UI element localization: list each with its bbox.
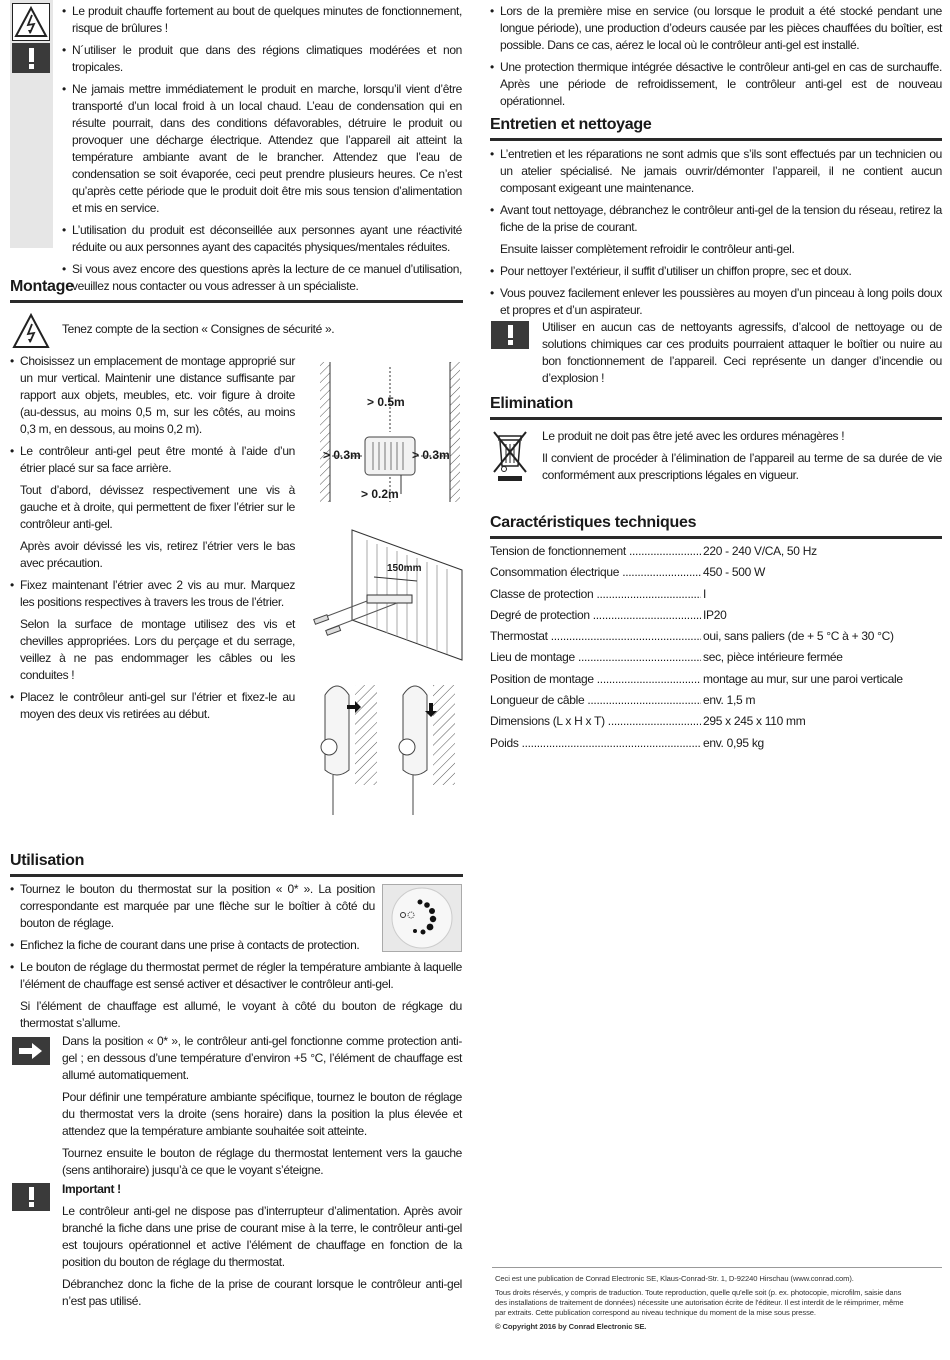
utilisation-item: • Le bouton de réglage du thermostat permet de régler la température ambiante à laquelle l’élément de chauffage est sensé activer et désactiver le contrôleur anti-gel.	[10, 959, 462, 993]
spec-value: 220 - 240 V/CA, 50 Hz	[703, 544, 817, 558]
utilisation-paragraph: Si l’élément de chauffage est allumé, le voyant à côté du bouton de régkage du thermostat s’allume.	[20, 999, 462, 1030]
elimination-heading: Elimination	[490, 395, 573, 412]
montage-list	[10, 353, 295, 728]
spec-value: 450 - 500 W	[703, 565, 766, 580]
important-paragraph: Le contrôleur anti-gel ne dispose pas d’interrupteur d’alimentation. Après avoir branché la fiche dans une prise de courant mise à la terre, le contrôleur anti-gel est toujours opérationnel et active l’élément de chauffage en fonction de la position du bouton de réglage du thermostat.	[62, 1204, 462, 1269]
safety-list	[62, 3, 462, 300]
spec-value: sec, pièce intérieure fermée	[703, 650, 843, 665]
montage-paragraph: Tout d’abord, dévissez respectivement une vis à gauche et à droite, qui permettent de fixer l’étrier sur le contrôleur anti-gel.	[20, 483, 295, 531]
clearance-right-label: > 0.3m	[412, 448, 450, 462]
clearance-bottom-label: > 0.2m	[361, 487, 399, 501]
montage-heading: Montage	[10, 278, 74, 295]
safety-item: • N´utiliser le produit que dans des régions climatiques modérées et non tropicales.	[62, 42, 462, 76]
spec-label: Poids .....	[490, 733, 701, 754]
spec-label: Thermostat .....	[490, 626, 701, 647]
montage-note: Tenez compte de la section « Consignes de sécurité ».	[62, 322, 335, 336]
specs-heading: Caractéristiques techniques	[490, 514, 697, 531]
entretien-item: • Pour nettoyer l’extérieur, il suffit d’utiliser un chiffon propre, sec et doux.	[490, 263, 942, 280]
right-top-item: • Une protection thermique intégrée désactive le contrôleur anti-gel en cas de surchauffe. Après une période de refroidissement, le contrôleur anti-gel est de nouveau opérationnel.	[490, 59, 942, 110]
entretien-paragraph: Ensuite laisser complètement refroidir le contrôleur anti-gel.	[500, 242, 795, 256]
entretien-item: • Avant tout nettoyage, débranchez le contrôleur anti-gel de la tension du réseau, retirez la fiche de la prise de courant.	[490, 202, 942, 236]
clearance-top-label: > 0.5m	[367, 395, 405, 409]
entretien-item: • Vous pouvez facilement enlever les poussières au moyen d’un pinceau à long poils doux et propres et d’un aspirateur.	[490, 285, 942, 319]
utilisation-list	[10, 881, 462, 1037]
spec-value: montage au mur, sur une paroi verticale	[703, 671, 903, 686]
bracket-mounting-diagram	[312, 525, 467, 665]
important-paragraph: Débranchez donc la fiche de la prise de courant lorsque le contrôleur anti-gel n’est pas utilisé.	[62, 1277, 462, 1308]
elimination-paragraph: Il convient de procéder à l’élimination de l’appareil au terme de sa durée de vie conformément aux prescriptions légales en vigueur.	[542, 451, 942, 482]
spec-row	[490, 626, 945, 647]
montage-item	[10, 443, 295, 477]
spec-row	[490, 605, 945, 626]
utilisation-item: • Tournez le bouton du thermostat sur la position « 0* ». La position correspondante est marquée par une flèche sur le boîtier à côté du bouton de réglage.	[10, 881, 375, 932]
spec-value: IP20	[703, 607, 727, 622]
montage-item: • Choisissez un emplacement de montage approprié sur un mur vertical. Maintenir une distance suffisante par rapport aux objets, meubles, etc. voir figure à droite (au-dessus, au moins 0,5 m, sur les côtés, au moins 0,3 m, en dessous, au moins 0,2 m).	[10, 353, 295, 438]
spec-row	[490, 541, 945, 562]
spec-value: env. 1,5 m	[703, 693, 756, 708]
montage-paragraph: Après avoir dévissé les vis, retirez l’étrier vers le bas avec précaution.	[20, 539, 295, 570]
spec-row	[490, 711, 945, 732]
safety-item: • Le produit chauffe fortement au bout de quelques minutes de fonctionnement, risque de brûlures !	[62, 3, 462, 37]
spec-row	[490, 733, 945, 754]
montage-item: • Placez le contrôleur anti-gel sur l’étrier et fixez-le au moyen des deux vis retirées au début.	[10, 689, 295, 723]
safety-item: • Si vous avez encore des questions après la lecture de ce manuel d’utilisation, veuillez nous contacter ou vous adresser à un spécialiste.	[62, 261, 462, 295]
spec-row	[490, 562, 945, 583]
safety-item: • Ne jamais mettre immédiatement le produit en marche, lorsqu’il vient d’être transporté d’un local froid à un local chaud. L’eau de condensation qui en résulte pourrait, dans des conditions défavorables, détruire le produit ou provoquer une décharge électrique. Attendez que l’appareil ait atteint la température ambiante avant de le brancher. Attendez que l’eau de condensation se soit évaporée, ceci peut prendre plusieurs heures. Ce n’est qu’après cette période que le produit doit être mis sous tension d’alimentation et mis en service.	[62, 81, 462, 217]
spec-value: oui, sans paliers (de + 5 °C à + 30 °C)	[703, 629, 894, 644]
spec-label: Dimensions (L x H x T) .....	[490, 711, 701, 732]
spec-value: I	[703, 586, 707, 601]
specs-rule	[490, 536, 942, 539]
elimination-rule	[490, 417, 942, 420]
entretien-item: • L’entretien et les réparations ne sont admis que s’ils sont effectués par un technicien ou un atelier spécialisé. Ne jamais ouvrir/démonter l’appareil, il ne contient aucun composant exigeant une maintenance.	[490, 146, 942, 197]
footer-copyright: © Copyright 2016 by Conrad Electronic SE.	[495, 1322, 647, 1331]
utilisation-item: • Enfichez la fiche de courant dans une prise à contacts de protection.	[10, 937, 462, 954]
safety-item: • L’utilisation du produit est déconseillée aux personnes ayant une réactivité réduite ou aux personnes ayant des capacités physiques/mentales réduites.	[62, 222, 462, 256]
spec-row	[490, 690, 945, 711]
entretien-warning: Utiliser en aucun cas de nettoyants agressifs, d’alcool de nettoyage ou de solutions chimiques car ces produits pourraient attaquer le boîtier ou nuire au bon fonctionnement de l’appareil. Ceci représente un danger d’incendie ou d’explosion !	[542, 320, 942, 385]
important-block	[62, 1181, 462, 1315]
electric-hazard-icon	[12, 3, 50, 41]
bracket-spacing-label: 150mm	[387, 563, 422, 574]
footer-rule	[492, 1267, 942, 1268]
warning-exclamation-icon	[12, 43, 50, 73]
entretien-heading: Entretien et nettoyage	[490, 116, 652, 133]
specs-table	[490, 541, 945, 754]
weee-bin-icon	[490, 428, 530, 484]
spec-label: Position de montage .....	[490, 669, 701, 690]
electric-hazard-icon	[12, 313, 50, 349]
entretien-rule	[490, 138, 942, 141]
tip-paragraph: Dans la position « 0* », le contrôleur anti-gel fonctionne comme protection anti-gel ; en dessous d’une température d’environ +5 °C, l’élément de chauffage est allumé automatiquement.	[62, 1034, 462, 1082]
spec-label: Degré de protection .....	[490, 605, 701, 626]
right-top-list	[490, 3, 942, 115]
tip-arrow-icon	[12, 1037, 50, 1065]
publisher-footer	[495, 1274, 915, 1336]
spec-row	[490, 584, 945, 605]
right-top-item: • Lors de la première mise en service (ou lorsque le produit a été stocké pendant une longue période), une production d’odeurs causée par les pièces chauffées du boîtier, est possible. Dans ce cas, aérez le local où le contrôleur anti-gel est installé.	[490, 3, 942, 54]
tip-block	[62, 1033, 462, 1184]
footer-publisher: Ceci est une publication de Conrad Electronic SE, Klaus-Conrad-Str. 1, D-92240 Hirschau (www.conrad.com).	[495, 1274, 854, 1283]
important-title: Important !	[62, 1182, 121, 1196]
elimination-text	[542, 428, 942, 489]
warning-exclamation-icon	[491, 321, 529, 349]
entretien-list	[490, 146, 942, 324]
spec-row	[490, 647, 945, 668]
montage-rule	[10, 300, 463, 303]
warning-exclamation-icon	[12, 1183, 50, 1211]
spec-label: Classe de protection .....	[490, 584, 701, 605]
utilisation-rule	[10, 874, 463, 877]
spec-label: Lieu de montage .....	[490, 647, 701, 668]
spec-row	[490, 669, 945, 690]
clearance-left-label: > 0.3m	[323, 448, 361, 462]
montage-item-text: Le contrôleur anti-gel peut être monté à l’aide d’un étrier placé sur sa face arrière.	[20, 444, 295, 475]
spec-label: Longueur de câble .....	[490, 690, 701, 711]
elimination-paragraph: Le produit ne doit pas être jeté avec les ordures ménagères !	[542, 429, 845, 443]
spec-label: Tension de fonctionnement .....	[490, 541, 701, 562]
heater-hanging-diagram	[315, 675, 465, 825]
footer-rights: Tous droits réservés, y compris de traduction. Toute reproduction, quelle qu'elle soit (p. ex. photocopie, microfilm, saisie dans des installations de traitement de données) nécessite une autorisation écrite de l'éditeur. Il est interdit de le réimprimer, même par extraits. Cette publication correspond au niveau technique du moment de la mise sous presse.	[495, 1288, 904, 1317]
utilisation-heading: Utilisation	[10, 852, 85, 869]
spec-value: 295 x 245 x 110 mm	[703, 714, 806, 729]
spec-label: Consommation électrique .....	[490, 562, 701, 583]
montage-item: • Fixez maintenant l’étrier avec 2 vis au mur. Marquez les positions respectives à travers les trous de l’étrier.	[10, 577, 295, 611]
montage-paragraph: Selon la surface de montage utilisez des vis et chevilles appropriées. Lors du perçage et du serrage, veillez à ne pas endommager les câbles ou les conduites !	[20, 617, 295, 682]
tip-paragraph: Pour définir une température ambiante spécifique, tournez le bouton de réglage du thermostat vers la droite (sens horaire) dans la position la plus élevée et attendez que la température ambiante souhaitée soit atteinte.	[62, 1090, 462, 1138]
spec-value: env. 0,95 kg	[703, 735, 764, 750]
tip-paragraph: Tournez ensuite le bouton de réglage du thermostat lentement vers la gauche (sens antihoraire) jusqu’à ce que le voyant s’éteigne.	[62, 1146, 462, 1177]
